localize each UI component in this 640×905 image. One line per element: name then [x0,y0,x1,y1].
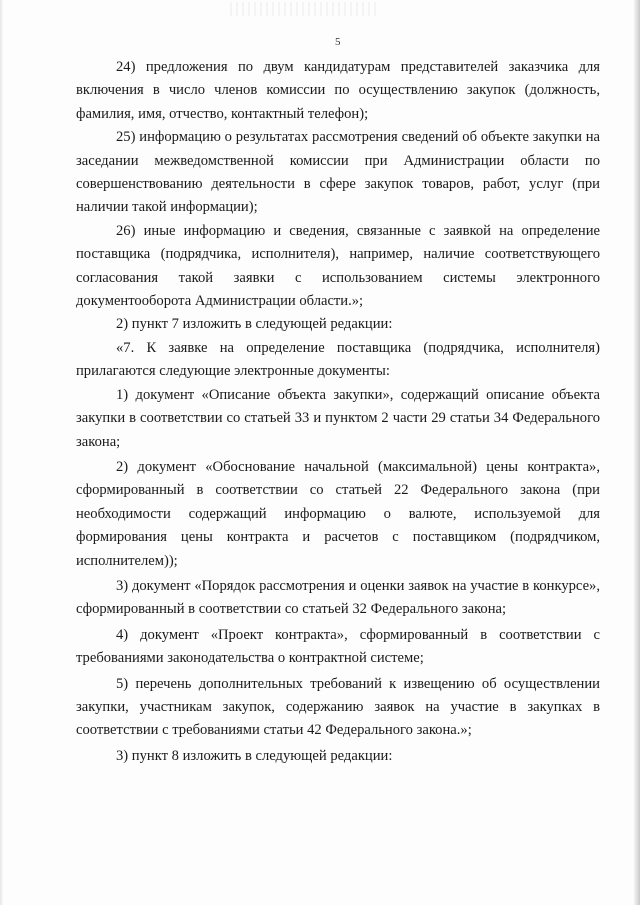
paragraph-item-24: 24) предложения по двум кандидатурам представителей заказчика для включения в число членов комиссии по осуществлению закупок (должность, фамилия, имя, отчество, контактный телефон); [76,59,600,122]
paragraph-document-4: 4) документ «Проект контракта», сформированный в соответствии с требованиями законодательства о контрактной системе; [76,626,600,667]
paragraph-document-3: 3) документ «Порядок рассмотрения и оценки заявок на участие в конкурсе», сформированный в соответствии со статьей 32 Федерального закона; [76,577,600,618]
paragraph-document-2: 2) документ «Обоснование начальной (максимальной) цены контракта», сформированный в соответствии со статьей 22 Федерального закона (при необходимости содержащий информацию о валюте, используемой для формирования цены контракта и расчетов с поставщиком (подрядчиком, исполнителем)); [76,458,600,569]
paragraph-item-26: 26) иные информацию и сведения, связанные с заявкой на определение поставщика (подрядчика, исполнителя), например, наличие соответствующего согласования такой заявки с использованием системы электронного документооборота Администрации области.»; [76,222,600,310]
paragraph-document-5: 5) перечень дополнительных требований к извещению об осуществлении закупки, участникам закупок, содержанию заявок на участие в закупках в соответствии с требованиями статьи 42 Федерального закона.»; [76,675,600,739]
document-body [76,56,600,768]
scan-artifact [230,2,380,16]
paragraph-document-1: 1) документ «Описание объекта закупки», содержащий описание объекта закупки в соответствии со статьей 33 и пунктом 2 части 29 статьи 34 Федерального закона; [76,386,600,450]
page-number: 5 [335,36,341,48]
scan-edge-right [634,0,640,905]
paragraph-amendment-point-8: 3) пункт 8 изложить в следующей редакции: [116,747,393,764]
paragraph-point-7-intro: «7. К заявке на определение поставщика (подрядчика, исполнителя) прилагаются следующие электронные документы: [76,339,600,380]
paragraph-item-25: 25) информацию о результатах рассмотрения сведений об объекте закупки на заседании межведомственной комиссии при Администрации области по совершенствованию деятельности в сфере закупок товаров, работ, услуг (при наличии такой информации); [76,129,600,216]
scan-edge-left [0,0,3,905]
paragraph-amendment-point-7: 2) пункт 7 изложить в следующей редакции: [116,316,393,333]
